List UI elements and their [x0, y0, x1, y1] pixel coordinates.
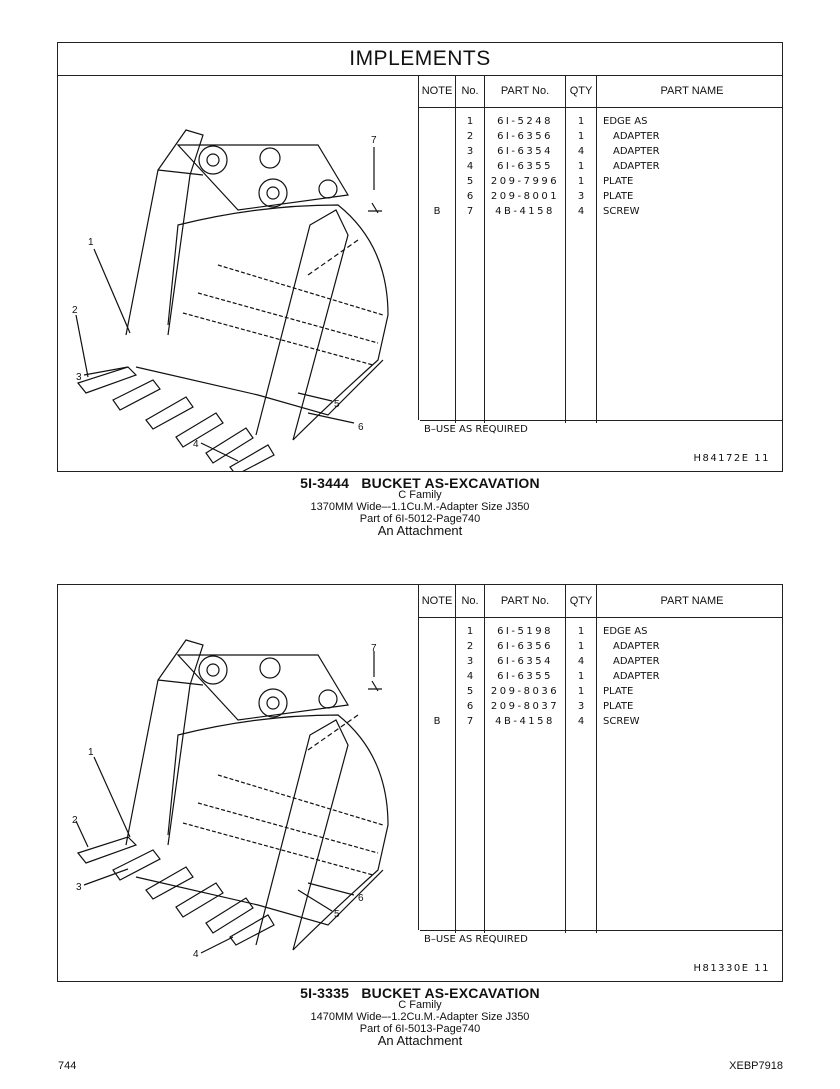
- row-quantity: 1: [566, 114, 597, 129]
- caption-part-of: Part of 6I-5013-Page740: [359, 1023, 481, 1035]
- row-note: [419, 684, 456, 699]
- row-note: B: [419, 204, 456, 219]
- row-part-number: 6I-6354: [485, 654, 566, 669]
- row-part-name: ADAPTER: [613, 656, 660, 667]
- row-quantity: 4: [566, 714, 597, 729]
- row-note: [419, 114, 456, 129]
- row-quantity: 4: [566, 654, 597, 669]
- table-row: [419, 624, 782, 639]
- callout-5: 5: [334, 399, 340, 410]
- caption-part-number: 5I-3335: [300, 985, 350, 1001]
- row-part-name: PLATE: [603, 191, 634, 202]
- table-row: [419, 114, 782, 129]
- row-quantity: 4: [566, 204, 597, 219]
- row-item-number: 5: [456, 684, 485, 699]
- row-item-number: 2: [456, 639, 485, 654]
- row-quantity: 1: [566, 684, 597, 699]
- col-part-no: PART No.: [485, 585, 566, 618]
- row-part-name: ADAPTER: [613, 161, 660, 172]
- parts-table-2: [418, 585, 782, 930]
- row-note: [419, 654, 456, 669]
- bucket-drawing-1: [58, 75, 420, 471]
- assembly-caption-2: [0, 987, 840, 1047]
- parts-list-2: [419, 585, 782, 933]
- row-part-number: 6I-6355: [485, 669, 566, 684]
- row-item-number: 1: [456, 624, 485, 639]
- col-part-name: PART NAME: [597, 75, 783, 108]
- row-part-name: SCREW: [603, 206, 640, 217]
- row-item-number: 2: [456, 129, 485, 144]
- callout-1: 1: [88, 237, 94, 248]
- row-item-number: 3: [456, 654, 485, 669]
- row-part-number: 6I-6354: [485, 144, 566, 159]
- assembly-panel-2: [57, 584, 783, 982]
- row-part-name: ADAPTER: [613, 671, 660, 682]
- row-note: [419, 129, 456, 144]
- col-part-no: PART No.: [485, 75, 566, 108]
- caption-size: 1370MM Wide–-1.1Cu.M.-Adapter Size J350: [310, 501, 530, 513]
- row-quantity: 1: [566, 174, 597, 189]
- figure-reference: H84172E 11: [693, 453, 770, 464]
- row-part-number: 6I-5198: [485, 624, 566, 639]
- row-part-number: 209-8037: [485, 699, 566, 714]
- table-row: [419, 699, 782, 714]
- table-row: [419, 654, 782, 669]
- callout-4: 4: [193, 949, 199, 960]
- row-part-name: EDGE AS: [603, 626, 648, 637]
- row-item-number: 6: [456, 699, 485, 714]
- row-item-number: 5: [456, 174, 485, 189]
- figure-reference: H81330E 11: [693, 963, 770, 974]
- notes-box-1: [420, 420, 782, 472]
- table-row: [419, 684, 782, 699]
- assembly-caption-1: [0, 477, 840, 537]
- row-quantity: 1: [566, 669, 597, 684]
- row-quantity: 4: [566, 144, 597, 159]
- callout-4: 4: [193, 439, 199, 450]
- row-note: [419, 669, 456, 684]
- callout-2: 2: [72, 815, 78, 826]
- parts-list-1: [419, 75, 782, 423]
- row-item-number: 7: [456, 714, 485, 729]
- bucket-drawing-2: [58, 585, 420, 981]
- row-quantity: 1: [566, 639, 597, 654]
- table-row: [419, 129, 782, 144]
- row-note: [419, 639, 456, 654]
- row-item-number: 4: [456, 669, 485, 684]
- parts-rows-2: [419, 618, 782, 934]
- callout-6: 6: [358, 893, 364, 904]
- callout-3: 3: [76, 372, 82, 383]
- row-item-number: 3: [456, 144, 485, 159]
- parts-rows-1: [419, 108, 782, 424]
- table-row: [419, 639, 782, 654]
- table-row: [419, 714, 782, 729]
- bucket-illustration-2: [58, 585, 420, 981]
- row-filler: [419, 219, 782, 423]
- parts-table-1: [418, 75, 782, 420]
- col-qty: QTY: [566, 75, 597, 108]
- row-note: [419, 144, 456, 159]
- row-part-name: ADAPTER: [613, 146, 660, 157]
- assembly-panel-1: [57, 42, 783, 472]
- row-part-number: 4B-4158: [485, 714, 566, 729]
- document-code: XEBP7918: [729, 1060, 783, 1072]
- row-part-number: 6I-6356: [485, 129, 566, 144]
- caption-attachment: An Attachment: [377, 523, 463, 538]
- row-item-number: 4: [456, 159, 485, 174]
- row-part-number: 209-7996: [485, 174, 566, 189]
- caption-title: [0, 987, 840, 999]
- row-part-number: 4B-4158: [485, 204, 566, 219]
- row-filler: [419, 729, 782, 933]
- caption-part-name: BUCKET AS-EXCAVATION: [361, 475, 540, 491]
- col-no: No.: [456, 75, 485, 108]
- row-part-name: SCREW: [603, 716, 640, 727]
- table-row: [419, 144, 782, 159]
- callout-1: 1: [88, 747, 94, 758]
- col-note: NOTE: [419, 75, 456, 108]
- caption-size: 1470MM Wide–-1.2Cu.M.-Adapter Size J350: [310, 1011, 530, 1023]
- col-no: No.: [456, 585, 485, 618]
- col-qty: QTY: [566, 585, 597, 618]
- callout-7: 7: [371, 643, 377, 654]
- row-part-number: 6I-6356: [485, 639, 566, 654]
- row-quantity: 3: [566, 189, 597, 204]
- caption-part-name: BUCKET AS-EXCAVATION: [361, 985, 540, 1001]
- row-quantity: 1: [566, 129, 597, 144]
- caption-title: [0, 477, 840, 489]
- table-row: [419, 159, 782, 174]
- row-part-name: PLATE: [603, 701, 634, 712]
- callout-7: 7: [371, 135, 377, 146]
- row-part-number: 209-8001: [485, 189, 566, 204]
- table-row: [419, 174, 782, 189]
- callout-2: 2: [72, 305, 78, 316]
- notes-box-2: [420, 930, 782, 982]
- table-row: [419, 204, 782, 219]
- use-as-required-note: B–USE AS REQUIRED: [424, 424, 528, 435]
- caption-part-number: 5I-3444: [300, 475, 350, 491]
- caption-part-of: Part of 6I-5012-Page740: [359, 513, 481, 525]
- row-part-number: 209-8036: [485, 684, 566, 699]
- row-note: B: [419, 714, 456, 729]
- row-part-name: EDGE AS: [603, 116, 648, 127]
- row-note: [419, 159, 456, 174]
- row-item-number: 6: [456, 189, 485, 204]
- page-title: IMPLEMENTS: [58, 43, 782, 76]
- callout-6: 6: [358, 422, 364, 433]
- col-note: NOTE: [419, 585, 456, 618]
- row-part-name: ADAPTER: [613, 131, 660, 142]
- col-part-name: PART NAME: [597, 585, 783, 618]
- row-note: [419, 699, 456, 714]
- row-part-name: PLATE: [603, 686, 634, 697]
- use-as-required-note: B–USE AS REQUIRED: [424, 934, 528, 945]
- callout-5: 5: [334, 909, 340, 920]
- row-item-number: 7: [456, 204, 485, 219]
- row-note: [419, 174, 456, 189]
- row-note: [419, 189, 456, 204]
- row-quantity: 1: [566, 159, 597, 174]
- row-quantity: 1: [566, 624, 597, 639]
- caption-attachment: An Attachment: [377, 1033, 463, 1048]
- caption-family: C Family: [398, 489, 442, 501]
- row-quantity: 3: [566, 699, 597, 714]
- page-number: 744: [58, 1060, 77, 1072]
- row-item-number: 1: [456, 114, 485, 129]
- row-part-number: 6I-5248: [485, 114, 566, 129]
- row-part-number: 6I-6355: [485, 159, 566, 174]
- bucket-illustration-1: [58, 75, 420, 471]
- callout-3: 3: [76, 882, 82, 893]
- row-note: [419, 624, 456, 639]
- caption-family: C Family: [398, 999, 442, 1011]
- row-part-name: PLATE: [603, 176, 634, 187]
- table-row: [419, 669, 782, 684]
- row-part-name: ADAPTER: [613, 641, 660, 652]
- table-row: [419, 189, 782, 204]
